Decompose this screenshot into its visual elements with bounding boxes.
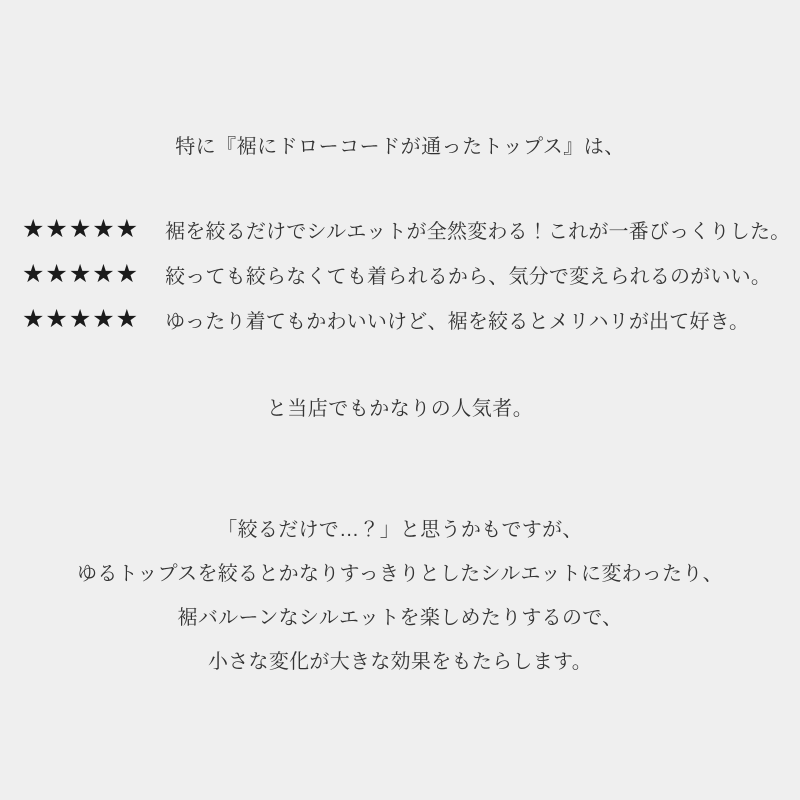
review-text: ゆったり着てもかわいいけど、裾を絞るとメリハリが出て好き。 bbox=[165, 311, 750, 333]
five-star-rating-icon: ★★★★★ bbox=[22, 260, 140, 288]
body-paragraph bbox=[0, 508, 800, 684]
paragraph-line: 裾バルーンなシルエットを楽しめたりするので、 bbox=[177, 607, 623, 629]
page-title: 特に『裾にドローコードが通ったトップス』は、 bbox=[175, 136, 625, 158]
paragraph-line: ゆるトップスを絞るとかなりすっきりとしたシルエットに変わったり、 bbox=[77, 563, 723, 585]
paragraph-line: 「絞るだけで…？」と思うかもですが、 bbox=[217, 519, 583, 541]
five-star-rating-icon: ★★★★★ bbox=[22, 215, 140, 243]
five-star-rating-icon: ★★★★★ bbox=[22, 305, 140, 333]
review-row bbox=[22, 252, 792, 297]
paragraph-line: 小さな変化が大きな効果をもたらします。 bbox=[207, 651, 593, 673]
review-list bbox=[22, 207, 792, 342]
review-row bbox=[22, 297, 792, 342]
review-text: 裾を絞るだけでシルエットが全然変わる！これが一番びっくりした。 bbox=[165, 221, 791, 243]
review-text: 絞っても絞らなくても着られるから、気分で変えられるのがいい。 bbox=[165, 266, 772, 288]
conclusion-text: と当店でもかなりの人気者。 bbox=[266, 398, 534, 420]
review-row bbox=[22, 207, 792, 252]
